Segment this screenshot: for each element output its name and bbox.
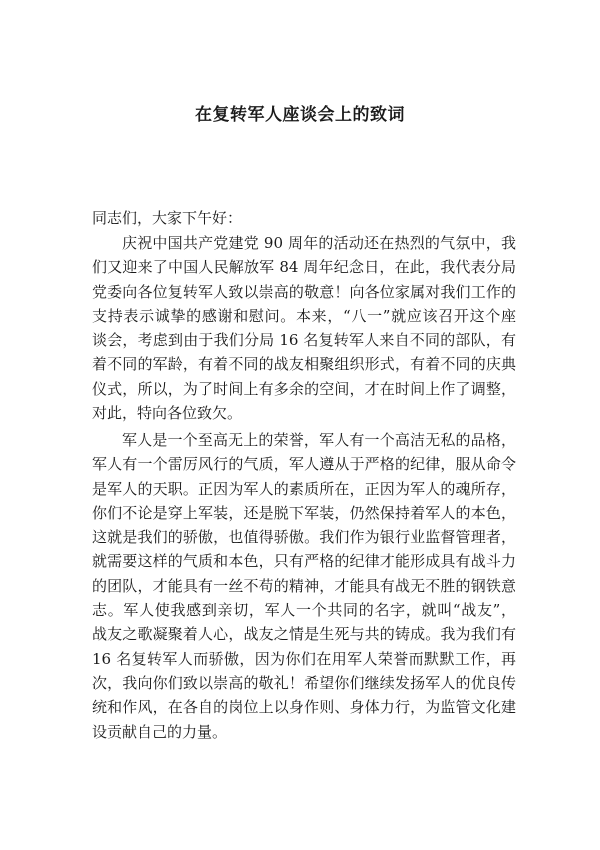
paragraph-line: 这就是我们的骄傲，也值得骄傲。我们作为银行业监督管理者， [92, 528, 516, 547]
paragraph-line: 们又迎来了中国人民解放军 84 周年纪念日，在此，我代表分局 [92, 258, 516, 277]
paragraph-line: 你们不论是穿上军装，还是脱下军装，仍然保持着军人的本色， [92, 503, 516, 522]
paragraph-line: 的团队，才能具有一丝不苟的精神，才能具有战无不胜的钢铁意 [92, 576, 516, 595]
paragraph-line: 设贡献自己的力量。 [92, 722, 228, 741]
paragraph-1 [92, 231, 516, 425]
paragraph-line: 党委向各位复转军人致以崇高的敬意！向各位家属对我们工作的 [92, 282, 516, 301]
paragraph-line: 就需要这样的气质和本色，只有严格的纪律才能形成具有战斗力 [92, 552, 516, 571]
paragraph-line: 战友之歌凝聚着人心，战友之情是生死与共的铸成。我为我们有 [92, 625, 516, 644]
paragraph-line: 军人有一个雷厉风行的气质，军人遵从于严格的纪律，服从命令 [92, 455, 516, 474]
paragraph-line: 对此，特向各位致欠。 [92, 404, 243, 423]
paragraph-line: 是军人的天职。正因为军人的素质所在，正因为军人的魂所存， [92, 479, 516, 498]
salutation: 同志们，大家下午好： [92, 209, 243, 227]
paragraph-line: 16 名复转军人而骄傲，因为你们在用军人荣誉而默默工作，再 [92, 649, 516, 668]
paragraph-line: 支持表示诚挚的感谢和慰问。本来，“八一”就应该召开这个座 [92, 306, 516, 325]
paragraph-line: 次，我向你们致以崇高的敬礼！希望你们继续发扬军人的优良传 [92, 673, 516, 692]
paragraph-line: 庆祝中国共产党建党 90 周年的活动还在热烈的气氛中，我 [122, 234, 516, 252]
paragraph-line: 谈会，考虑到由于我们分局 16 名复转军人来自不同的部队，有 [92, 331, 516, 350]
paragraph-line: 军人是一个至高无上的荣誉，军人有一个高洁无私的品格， [122, 431, 516, 449]
paragraph-line: 仪式，所以，为了时间上有多余的空间，才在时间上作了调整， [92, 379, 516, 398]
paragraph-2 [92, 428, 516, 744]
paragraph-line: 志。军人使我感到亲切，军人一个共同的名字，就叫“战友”， [92, 601, 516, 620]
document-title: 在复转军人座谈会上的致词 [195, 105, 405, 125]
paragraph-line: 着不同的军龄，有着不同的战友相聚组织形式，有着不同的庆典 [92, 355, 516, 374]
paragraph-line: 统和作风，在各自的岗位上以身作则、身体力行，为监管文化建 [92, 698, 516, 717]
